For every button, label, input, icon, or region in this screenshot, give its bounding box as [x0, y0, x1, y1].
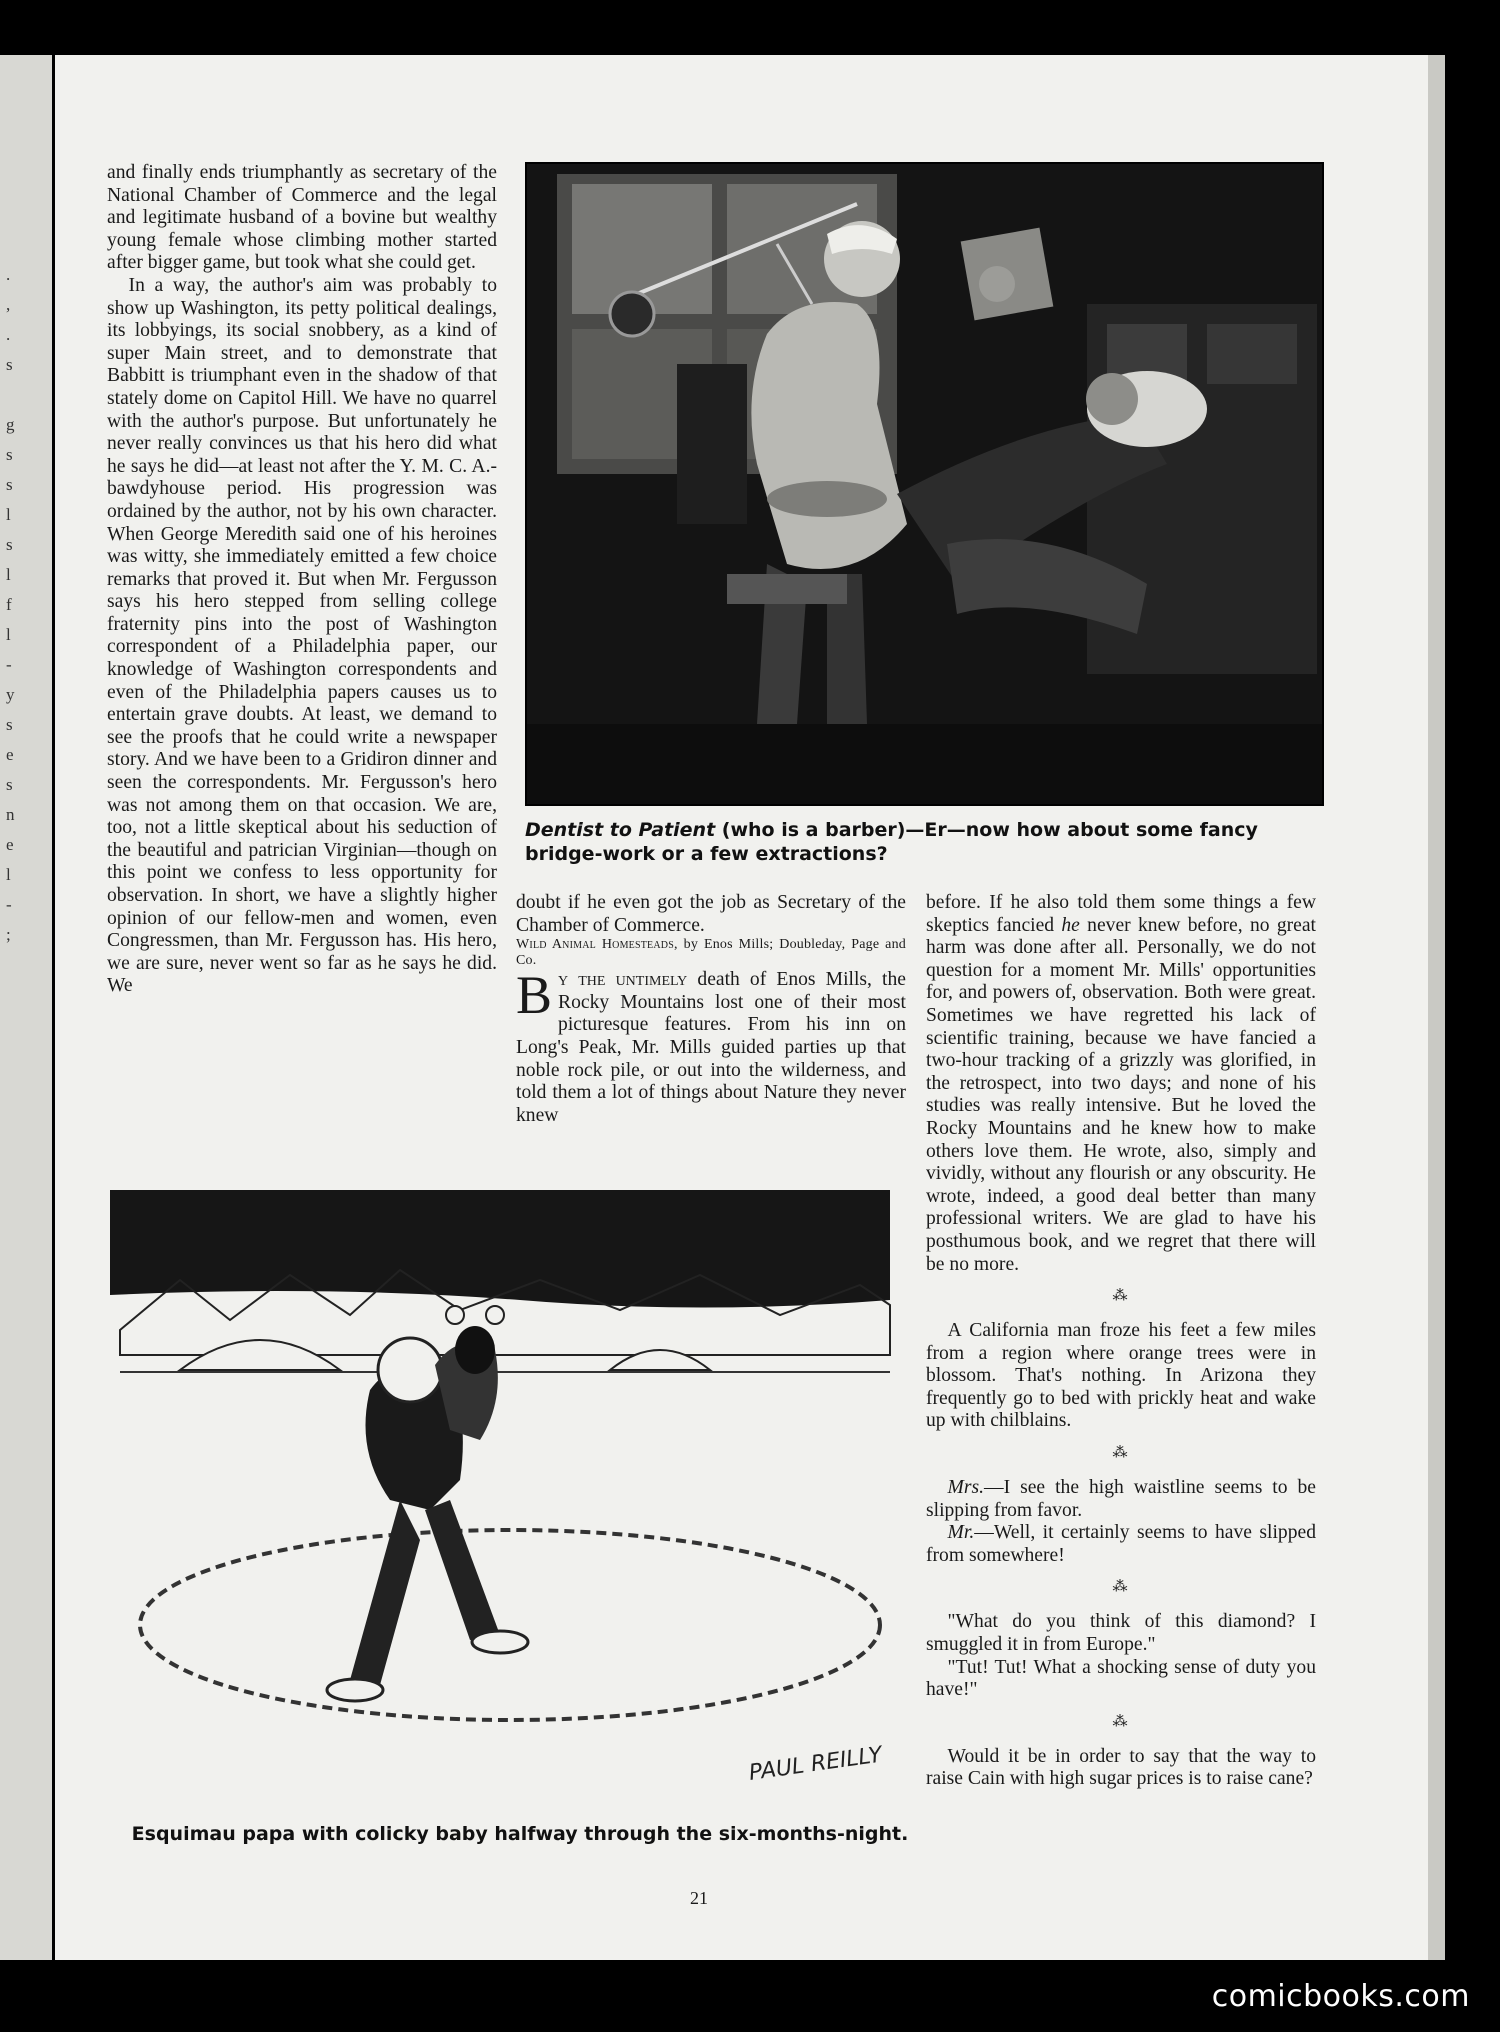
- facing-page-fragments: . , . s g s s l s l f l - y s e s n e l - ;: [6, 265, 15, 944]
- esquimau-cartoon: [100, 1180, 900, 1820]
- review-book-details: , by Enos Mills; Doubleday, Page and Co.: [516, 937, 906, 969]
- text-span: before. If he also told them some things a few skeptics fancied: [926, 892, 1316, 936]
- joke-waistline-mr: [926, 1522, 1316, 1567]
- drop-cap: B: [516, 965, 553, 1026]
- joke-sugar: Would it be in order to say that the way to raise Cain with high sugar prices is to raise cane?: [926, 1745, 1316, 1790]
- dentist-illustration: [525, 162, 1324, 806]
- text-span: never knew before, no great harm was done after all. Personally, we do not question for a moment Mr. Mills' opportunities for, and powers of, observation. Both were great. Sometimes we have regretted his lack of scientific training, because we have fancied a two-hour tracking of a grizzly was glorified, in the retrospect, into two days; and none of his studies was really intensive. But he loved the Rocky Mountains and he knew how to make others love them. He wrote, also, simply and vividly, without any flourish or any obscurity. He wrote, indeed, a good deal better than many professional writers. We are glad to have his posthumous book, and we regret that there will be no more.: [926, 914, 1316, 1275]
- article-column-right: [926, 892, 1316, 1791]
- site-watermark: comicbooks.com: [1211, 1979, 1470, 2014]
- joke-diamond-question: "What do you think of this diamond? I smuggled it in from Europe.": [926, 1611, 1316, 1656]
- paragraph-continuation: and finally ends triumphantly as secretary of the National Chamber of Commerce and the legal and legitimate husband of a bovine but wealthy young female whose climbing mother started after bigger game, but took what she could get.: [107, 162, 497, 274]
- speaker-mr: Mr.: [947, 1522, 975, 1544]
- text-span: —I see the high waistline seems to be slipping from favor.: [926, 1477, 1316, 1521]
- lead-in-small-caps: y the untimely: [558, 969, 688, 991]
- section-divider: ⁂: [1112, 1579, 1130, 1596]
- speaker-mrs: Mrs.: [947, 1477, 985, 1499]
- joke-california: A California man froze his feet a few miles from a region where orange trees were in blossom. That's nothing. In Arizona they frequently go to bed with prickly heat and wake up with chilblains.: [926, 1320, 1316, 1432]
- joke-diamond-answer: "Tut! Tut! What a shocking sense of duty you have!": [926, 1656, 1316, 1701]
- cartoonist-signature: PAUL REILLY: [747, 1742, 884, 1786]
- review-book-title: Wild Animal Homesteads: [516, 937, 674, 953]
- section-divider: ⁂: [1112, 1445, 1130, 1462]
- caption-text: (who is a barber)—Er—now how about some fancy bridge-work or a few extractions?: [525, 819, 1258, 865]
- article-column-middle: [516, 892, 906, 1127]
- paragraph-mills-continued: [926, 892, 1316, 1276]
- emphasis: he: [1061, 914, 1080, 936]
- dentist-caption: [525, 818, 1325, 866]
- paragraph-review-body: In a way, the author's aim was probably to show up Washington, its petty political dealings, its lobbyings, its social snobbery, as a kind of super Main street, and to demonstrate that Babbitt is triumphant even in the shadow of that stately dome on Capitol Hill. We have no quarrel with the author's purpose. But unfortunately he never really convinces us that his hero did what he says he did—at least not after the Y. M. C. A.-bawdyhouse period. His progression was ordained by the author, not by his own character. When George Meredith said one of his heroines was witty, she immediately emitted a few choice remarks that proved it. But when Mr. Fergusson says his hero stepped from selling college fraternity pins into the post of Washington correspondent of a Philadelphia paper, our knowledge of Washington correspondents and even of the Philadelphia papers causes us to entertain grave doubts. At least, we demand to see the proofs that he could write a newspaper story. And we have been to a Gridiron dinner and seen the correspondents. Mr. Fergusson's hero was not among them on that occasion. We are, too, not a little skeptical about his seduction of the beautiful and patrician Virginian—though on this point we confess to less opportunity for observation. In short, we have a slightly higher opinion of our fellow-men and women, even Congressmen, than Mr. Fergusson has. His hero, we are sure, never went so far as he says he did. We: [107, 274, 497, 997]
- article-column-left: [107, 162, 497, 998]
- cartoon-caption: Esquimau papa with colicky baby halfway through the six-months-night.: [131, 1823, 909, 1845]
- text-span: —Well, it certainly seems to have slipped from somewhere!: [926, 1522, 1316, 1566]
- paragraph-mills-review: [516, 965, 906, 1127]
- mills-review-text: death of Enos Mills, the Rocky Mountains lost one of their most picturesque features. From his inn on Long's Peak, Mr. Mills guided parties up that noble rock pile, or out into the wilderness, and told them a lot of things about Nature they never knew: [516, 969, 906, 1126]
- section-divider: ⁂: [1112, 1713, 1130, 1730]
- caption-speaker: Dentist to Patient: [525, 819, 716, 841]
- page-number: 21: [690, 1888, 708, 1908]
- review-heading: [516, 937, 906, 969]
- paragraph-conclusion: doubt if he even got the job as Secretary of the Chamber of Commerce.: [516, 892, 906, 936]
- section-divider: ⁂: [1112, 1288, 1130, 1305]
- page-spine-shadow: [1428, 55, 1445, 1960]
- joke-waistline-mrs: [926, 1477, 1316, 1522]
